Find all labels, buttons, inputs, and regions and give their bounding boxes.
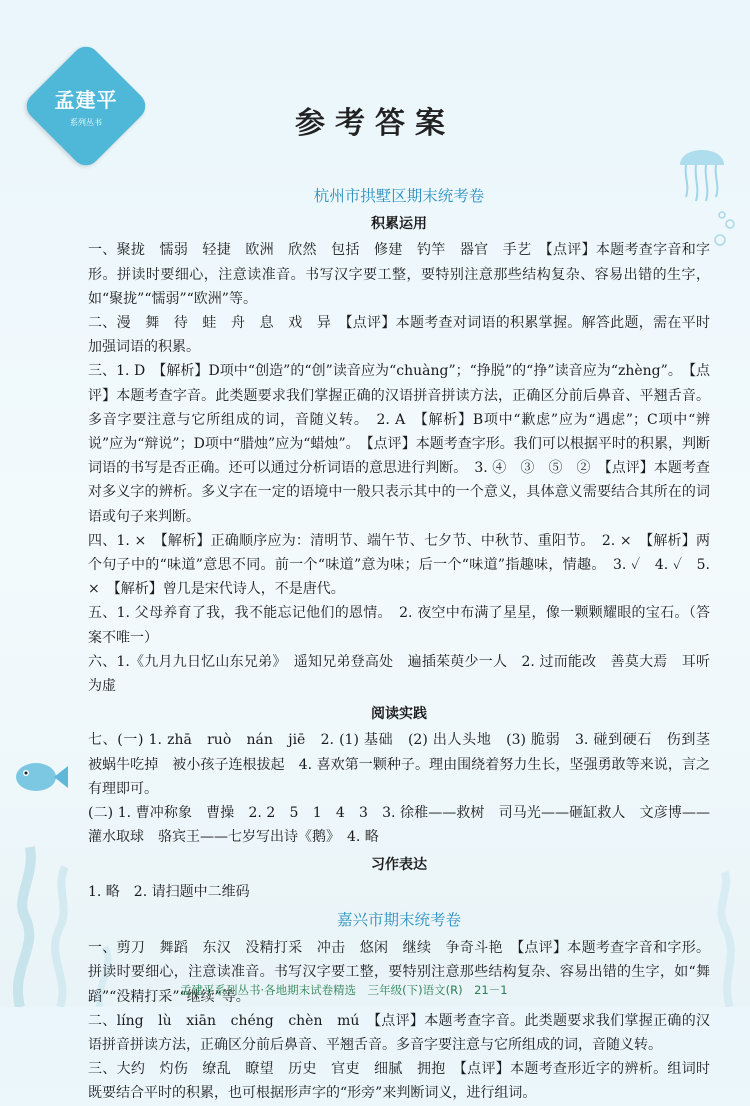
section-heading-jiaxing: 嘉兴市期末统考卷 xyxy=(336,910,461,929)
section-heading-hangzhou: 杭州市拱墅区期末统考卷 xyxy=(313,187,485,205)
answer-paragraph: 三、1. D 【解析】D项中“创造”的“创”读音应为“chuàng”；“挣脱”的“挣”读音应为“zhèng”。 【点评】本题考查字音。此类题要求我们掌握正确的汉语拼音拼读方法，正确区分前后鼻音、平翘舌音。多音字要注意与它所组成的词，音随义转。 2. A 【解析】B项中“歉虑”应为“遇虑”；C项中“辨说”应为“辩说”；D项中“腊烛”应为“蜡烛”。 【点评】本题考查字形。我们可以根据平时的积累，判断词语的书写是否正确。还可以通过分析词语的意思进行判断。 3. ④ ③ ⑤ ② 【点评】本题考查对多义字的辨析。多义字在一定的语境中一般只表示其中的一个意义，具体意义需要结合其所在的词语或句子来判断。 xyxy=(88,363,710,525)
answer-paragraph: 五、1. 父母养育了我，我不能忘记他们的恩情。 2. 夜空中布满了星星，像一颗颗耀眼的宝石。（答案不唯一） xyxy=(88,605,710,646)
answer-paragraph: 七、(一) 1. zhā ruò nán jiē 2. (1) 基础 (2) 出人头地 (3) 脆弱 3. 碰到硬石 伤到茎 被蜗牛吃掉 被小孩子连根拔起 4. 喜欢第一颗种子。理由围绕着努力生长，坚强勇敢等来说，言之有理即可。 xyxy=(88,732,724,797)
bubbles-icon xyxy=(710,210,740,250)
page-footer: 孟建平系列丛书·各地期末试卷精选 三年级(下)语文(R) 21－1 xyxy=(180,983,508,997)
answer-paragraph: 二、漫 舞 待 蛙 舟 息 戏 异 【点评】本题考查对词语的积累掌握。解答此题，需在平时加强词语的积累。 xyxy=(88,315,710,356)
logo-subtitle: 系列丛书 xyxy=(70,118,102,127)
sub-heading-reading: 阅读实践 xyxy=(371,706,427,723)
fish-icon xyxy=(8,752,70,802)
answer-paragraph: 二、líng lù xiān chéng chèn mú 【点评】本题考查字音。此类题要求我们掌握正确的汉语拼音拼读方法，正确区分前后鼻音、平翘舌音。多音字要注意与它所组成的词，音随义转。 xyxy=(88,1012,710,1053)
answer-paragraph: 四、1. × 【解析】正确顺序应为：清明节、端午节、七夕节、中秋节、重阳节。 2. × 【解析】两个句子中的“味道”意思不同。前一个“味道”意为味；后一个“味道”指趣味，情趣。 3. ✓ 4. ✓ 5. × 【解析】曾几是宋代诗人，不是唐代。 xyxy=(88,532,710,598)
page-title: 参考答案 xyxy=(295,106,455,141)
answer-paragraph: 六、1.《九月九日忆山东兄弟》 遥知兄弟登高处 遍插茱萸少一人 2. 过而能改 善莫大焉 耳听为虚 xyxy=(88,653,710,695)
answer-paragraph: 1. 略 2. 请扫题中二维码 xyxy=(88,883,250,900)
answer-content xyxy=(88,180,724,1106)
answer-paragraph: 三、大约 灼伤 缭乱 瞭望 历史 官吏 细腻 拥抱 【点评】本题考查形近字的辨析。组词时既要结合平时的积累，也可根据形声字的“形旁”来判断词义，进行组词。 xyxy=(88,1061,710,1102)
sub-heading-writing: 习作表达 xyxy=(371,857,427,874)
sub-heading-accumulation: 积累运用 xyxy=(371,216,427,233)
answer-paragraph: (二) 1. 曹冲称象 曹操 2. 2 5 1 4 3 3. 徐稚——救树 司马光——砸缸救人 文彦博——灌水取球 骆宾王——七岁写出诗《鹅》 4. 略 xyxy=(88,805,710,846)
answer-paragraph: 一、聚拢 懦弱 轻捷 欧洲 欣然 包括 修建 钓竿 器官 手艺 【点评】本题考查字音和字形。拼读时要细心，注意读准音。书写汉字要工整，要特别注意那些结构复杂、容易出错的生字，如“聚拢”“懦弱”“欧洲”等。 xyxy=(88,242,710,307)
answer-paragraph: 一、剪刀 舞蹈 东汉 没精打采 冲击 悠闲 继续 争奇斗艳 【点评】本题考查字音和字形。拼读时要细心，注意读准音。书写汉字要工整，要特别注意那些结构复杂、容易出错的生字，如“舞蹈”“没精打采”“继续”等。 xyxy=(88,940,710,1005)
logo-title: 孟建平 xyxy=(54,88,118,112)
